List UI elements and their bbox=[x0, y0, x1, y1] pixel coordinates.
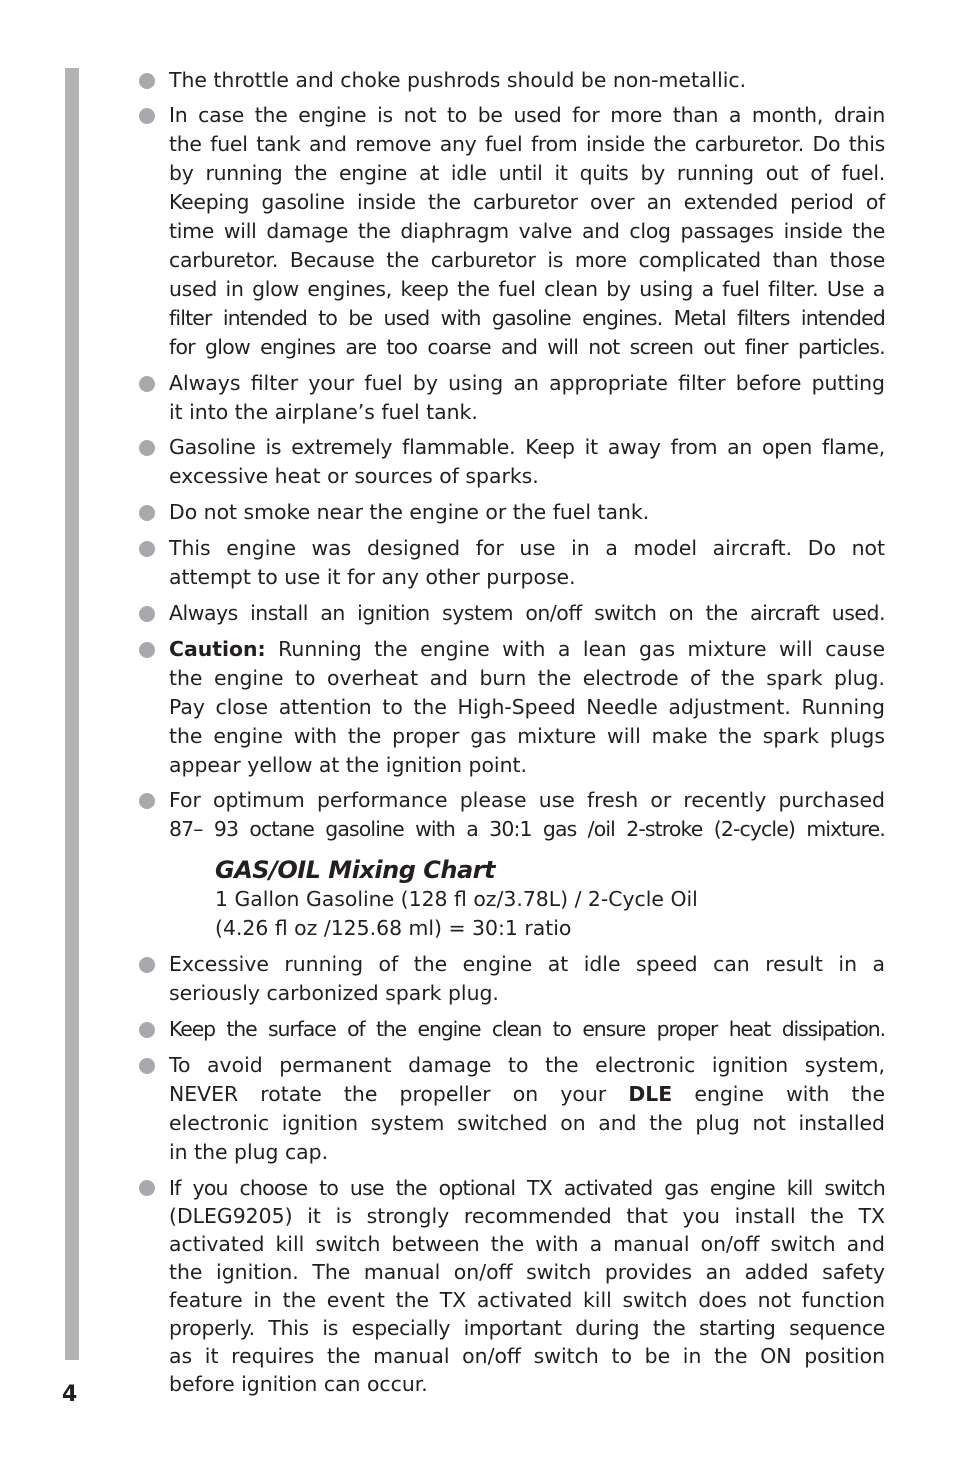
list-item bbox=[169, 1174, 885, 1398]
text-line: properly. This is especially important during the starting sequence bbox=[169, 1316, 885, 1340]
text-line: filter intended to be used with gasoline engines. Metal filters intended bbox=[169, 306, 885, 330]
text-line: the fuel tank and remove any fuel from inside the carburetor. Do this bbox=[169, 132, 885, 156]
mixing-chart-title: GAS/OIL Mixing Chart bbox=[215, 856, 495, 884]
bullet-dot bbox=[139, 376, 155, 392]
text-line: attempt to use it for any other purpose. bbox=[169, 565, 576, 589]
text-line: in the plug cap. bbox=[169, 1140, 329, 1164]
text-line: Keeping gasoline inside the carburetor over an extended period of bbox=[169, 190, 885, 214]
bullet-dot bbox=[139, 73, 155, 89]
list-item bbox=[169, 66, 885, 95]
text-line: (DLEG9205) it is strongly recommended that you install the TX bbox=[169, 1204, 885, 1228]
text-line: appear yellow at the ignition point. bbox=[169, 753, 528, 777]
bullet-dot bbox=[139, 108, 155, 124]
page-number: 4 bbox=[62, 1382, 78, 1407]
page-margin-bar bbox=[65, 68, 79, 1360]
text-line: Excessive running of the engine at idle speed can result in a bbox=[169, 952, 885, 976]
list-item bbox=[169, 369, 885, 427]
text-line: by running the engine at idle until it quits by running out of fuel. bbox=[169, 161, 885, 185]
caution-label: Caution: bbox=[169, 637, 266, 661]
text-fragment: engine with the bbox=[672, 1082, 885, 1106]
bullet-dot bbox=[139, 793, 155, 809]
text-line: 87– 93 octane gasoline with a 30:1 gas /oil 2-stroke (2-cycle) mixture. bbox=[169, 817, 885, 841]
text-line: electronic ignition system switched on and the plug not installed bbox=[169, 1111, 885, 1135]
list-item bbox=[169, 534, 885, 592]
list-item bbox=[169, 101, 885, 362]
text-line: as it requires the manual on/off switch to be in the ON position bbox=[169, 1344, 885, 1368]
text-line: The throttle and choke pushrods should be non-metallic. bbox=[169, 68, 747, 92]
text-line: Pay close attention to the High-Speed Needle adjustment. Running bbox=[169, 695, 885, 719]
text-line: To avoid permanent damage to the electronic ignition system, bbox=[169, 1053, 885, 1077]
bullet-dot bbox=[139, 606, 155, 622]
text-fragment: NEVER rotate the propeller on your bbox=[169, 1082, 629, 1106]
text-line: feature in the event the TX activated kill switch does not function bbox=[169, 1288, 885, 1312]
mixing-chart-line: 1 Gallon Gasoline (128 fl oz/3.78L) / 2-Cycle Oil bbox=[215, 887, 698, 911]
brand-name: DLE bbox=[628, 1082, 673, 1106]
text-line: Do not smoke near the engine or the fuel tank. bbox=[169, 500, 650, 524]
list-item bbox=[169, 950, 885, 1008]
text-line: In case the engine is not to be used for more than a month, drain bbox=[169, 103, 885, 127]
bullet-dot bbox=[139, 1058, 155, 1074]
text-fragment: Running the engine with a lean gas mixture will cause bbox=[265, 637, 885, 661]
text-line: for glow engines are too coarse and will not screen out finer particles. bbox=[169, 335, 885, 359]
list-item bbox=[169, 1015, 885, 1044]
text-line bbox=[169, 1080, 885, 1109]
text-line: seriously carbonized spark plug. bbox=[169, 981, 499, 1005]
text-line: the engine with the proper gas mixture will make the spark plugs bbox=[169, 724, 885, 748]
bullet-dot bbox=[139, 1180, 155, 1196]
text-line: used in glow engines, keep the fuel clean by using a fuel filter. Use a bbox=[169, 277, 885, 301]
bullet-dot bbox=[139, 440, 155, 456]
list-item bbox=[169, 1051, 885, 1167]
text-line: it into the airplane’s fuel tank. bbox=[169, 400, 478, 424]
text-line bbox=[169, 635, 885, 664]
text-line: Always install an ignition system on/off switch on the aircraft used. bbox=[169, 601, 885, 625]
list-item bbox=[169, 599, 885, 628]
text-line: activated kill switch between the with a manual on/off switch and bbox=[169, 1232, 885, 1256]
bullet-dot bbox=[139, 1022, 155, 1038]
text-line: before ignition can occur. bbox=[169, 1372, 428, 1396]
text-line: carburetor. Because the carburetor is more complicated than those bbox=[169, 248, 885, 272]
mixing-chart-line: (4.26 fl oz /125.68 ml) = 30:1 ratio bbox=[215, 916, 572, 940]
bullet-dot bbox=[139, 541, 155, 557]
list-item bbox=[169, 433, 885, 491]
bullet-dot bbox=[139, 957, 155, 973]
list-item bbox=[169, 786, 885, 844]
list-item bbox=[169, 498, 885, 527]
text-line: For optimum performance please use fresh or recently purchased bbox=[169, 788, 885, 812]
text-line: the engine to overheat and burn the electrode of the spark plug. bbox=[169, 666, 885, 690]
bullet-dot bbox=[139, 505, 155, 521]
text-line: the ignition. The manual on/off switch provides an added safety bbox=[169, 1260, 885, 1284]
text-line: If you choose to use the optional TX activated gas engine kill switch bbox=[169, 1176, 885, 1200]
text-line: excessive heat or sources of sparks. bbox=[169, 464, 539, 488]
text-line: Keep the surface of the engine clean to ensure proper heat dissipation. bbox=[169, 1017, 885, 1041]
text-line: This engine was designed for use in a model aircraft. Do not bbox=[169, 536, 885, 560]
text-line: time will damage the diaphragm valve and clog passages inside the bbox=[169, 219, 885, 243]
text-line: Always filter your fuel by using an appropriate filter before putting bbox=[169, 371, 885, 395]
bullet-dot bbox=[139, 642, 155, 658]
text-line: Gasoline is extremely flammable. Keep it away from an open flame, bbox=[169, 435, 885, 459]
caution-item bbox=[169, 635, 885, 780]
